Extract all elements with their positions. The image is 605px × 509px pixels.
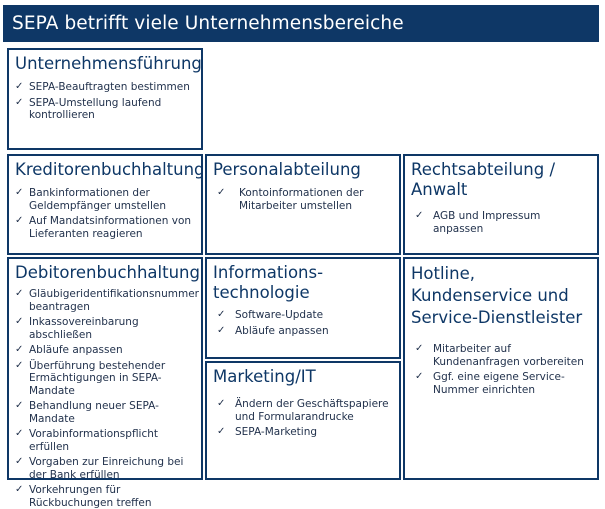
box-heading: Hotline, Kundenservice und Service-Dienstleister <box>411 264 583 327</box>
list-item: ✓ SEPA-Umstellung laufend kontrollieren <box>15 96 162 121</box>
check-icon: ✓ <box>217 324 226 336</box>
list-item: ✓ Überführung bestehender Ermächtigungen in SEPA-Mandate <box>15 359 166 397</box>
list-item: ✓ Abläufe anpassen <box>217 324 329 337</box>
list-item: ✓ Vorkehrungen für Rückbuchungen treffen <box>15 484 152 509</box>
box-unternehmensfuehrung <box>7 48 203 150</box>
box-kreditorenbuchhaltung <box>7 154 203 255</box>
list-item: ✓ Mitarbeiter auf Kundenanfragen vorbereiten <box>415 343 584 368</box>
check-icon: ✓ <box>15 400 24 411</box>
box-hotline-kundenservice <box>403 257 599 480</box>
list-item: ✓ Behandlung neuer SEPA-Mandate <box>15 400 159 425</box>
list-item: ✓ Bankinformationen der Geldempfänger umstellen <box>15 187 166 212</box>
check-icon: ✓ <box>15 187 24 198</box>
check-icon: ✓ <box>217 309 226 320</box>
check-icon: ✓ <box>217 398 226 409</box>
box-debitorenbuchhaltung <box>7 257 203 509</box>
check-icon: ✓ <box>415 210 424 221</box>
list-item: ✓ SEPA-Beauftragten bestimmen <box>15 81 190 93</box>
check-icon: ✓ <box>415 371 424 382</box>
check-icon: ✓ <box>15 215 24 226</box>
box-heading: Unternehmensführung <box>15 54 202 73</box>
check-icon: ✓ <box>415 343 424 354</box>
list-item: ✓ Inkassovereinbarung abschließen <box>15 316 139 341</box>
box-heading: Marketing/IT <box>213 367 316 386</box>
box-heading: Personalabteilung <box>213 160 361 179</box>
box-personalabteilung <box>205 154 401 255</box>
check-icon: ✓ <box>217 187 226 198</box>
check-icon: ✓ <box>217 426 226 437</box>
box-heading: Rechtsabteilung / Anwalt <box>411 160 556 199</box>
box-rechtsabteilung <box>403 154 599 255</box>
check-icon: ✓ <box>15 359 24 371</box>
list-item: ✓ Ggf. eine eigene Service-Nummer einrichten <box>415 371 565 396</box>
check-icon: ✓ <box>15 288 24 299</box>
list-item: ✓ Vorabinformationspflicht erfüllen <box>15 428 159 453</box>
check-icon: ✓ <box>15 428 24 439</box>
check-icon: ✓ <box>15 344 24 355</box>
list-item: ✓ Abläufe anpassen <box>15 344 123 356</box>
list-item: ✓ Software-Update <box>217 309 324 321</box>
box-marketing-it <box>205 361 401 480</box>
list-item: ✓ SEPA-Marketing <box>217 426 318 438</box>
list-item: ✓ AGB und Impressum anpassen <box>415 210 541 235</box>
check-icon: ✓ <box>15 81 24 92</box>
box-heading: Informations-technologie <box>213 263 324 302</box>
check-icon: ✓ <box>15 316 24 327</box>
list-item: ✓ Gläubigeridentifikationsnummer beantragen <box>15 288 199 313</box>
check-icon: ✓ <box>15 96 24 108</box>
diagram-title: SEPA betrifft viele Unternehmensbereiche <box>3 5 599 42</box>
box-heading: Debitorenbuchhaltung <box>15 263 200 282</box>
list-item: ✓ Ändern der Geschäftspapiere und Formularandrucke <box>217 398 389 423</box>
check-icon: ✓ <box>15 456 24 467</box>
list-item: ✓ Vorgaben zur Einreichung bei der Bank erfüllen <box>15 456 184 481</box>
list-item: ✓ Kontoinformationen der Mitarbeiter umstellen <box>217 187 364 212</box>
list-item: ✓ Auf Mandatsinformationen von Lieferanten reagieren <box>15 215 192 240</box>
box-heading: Kreditorenbuchhaltung <box>15 160 205 179</box>
check-icon: ✓ <box>15 484 24 495</box>
box-informationstechnologie <box>205 257 401 359</box>
